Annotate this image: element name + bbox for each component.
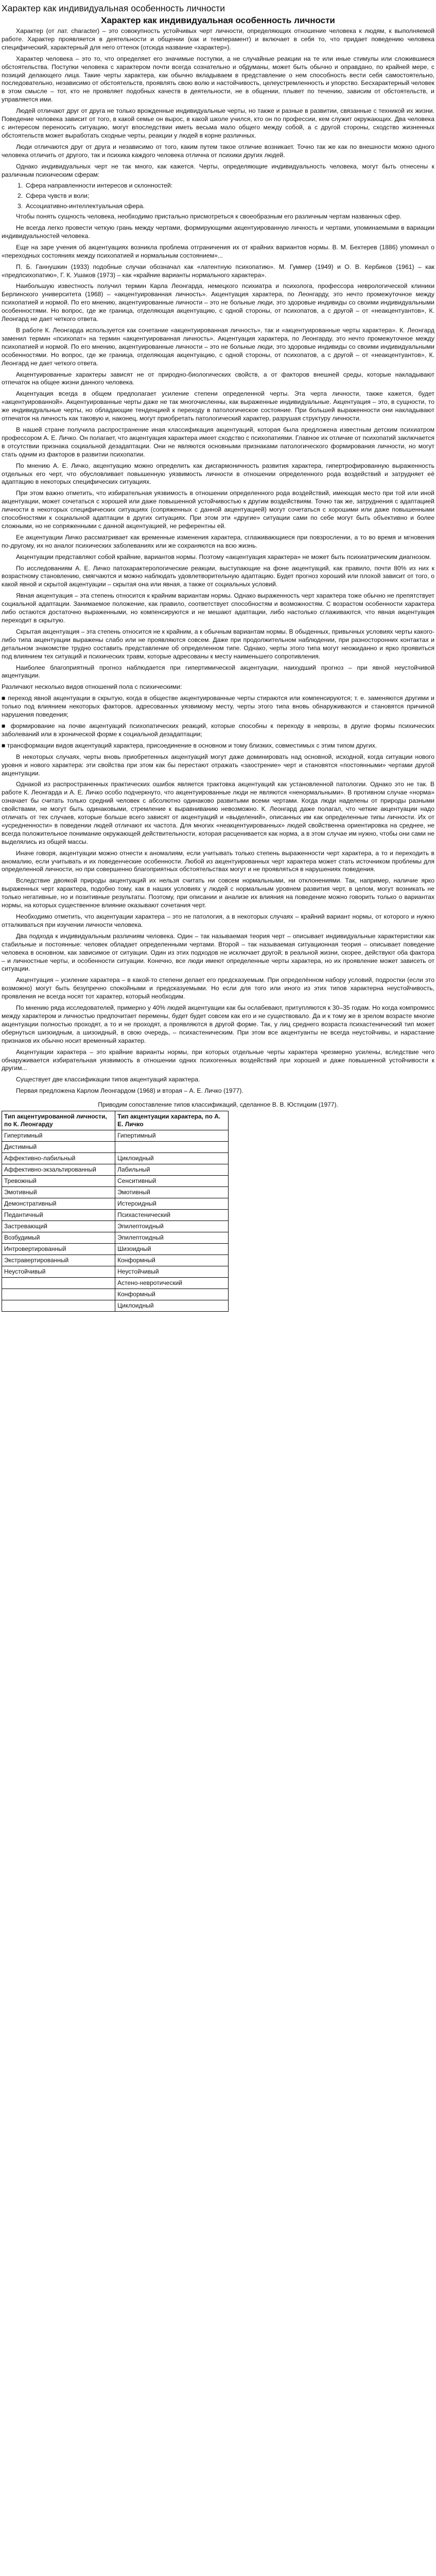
paragraph: По исследованиям А. Е. Личко патохарактерологические реакции, выступающие на фоне акцентуаций, как правило, почти 80% из них к возрастному становлению, смягчаются и можно наблюдать удовлетворительную адаптацию. Будет прогноз хороший или плохой зависит от того, о какой явной и скрытой акцентуации – скрытая она или явная, а также от социальных условий. (2, 564, 434, 588)
table-row (2, 1198, 229, 1210)
paragraph: Акцентуации представляют собой крайние, вариантов нормы. Поэтому «акцентуация характера» не может быть психиатрическим диагнозом. (16, 553, 431, 561)
table-header-cell: Тип акцентуированной личности, по К. Леонгарду (2, 1111, 115, 1130)
table-caption: Приводим сопоставление типов классификаций, сделанное В. В. Юстицким (1977). (98, 1101, 338, 1109)
leonhard-type-cell: Аффективно-экзальтированный (2, 1164, 115, 1176)
paragraph: ■ трансформации видов акцентуаций характера, присоединение в основном и тому близких, совместимых с этим типом других. (2, 741, 377, 749)
paragraph: Еще на заре учения об акцентуациях возникла проблема отграничения их от крайних вариантов нормы. В. М. Бехтерев (1886) упоминал о «переходных состояниях между психопатией и нормальным состоянием»... (2, 243, 434, 259)
lichko-type-cell: Циклоидный (115, 1300, 229, 1312)
table-header-row (2, 1111, 229, 1130)
lichko-type-cell: Истероидный (115, 1198, 229, 1210)
paragraph: Чтобы понять сущность человека, необходимо пристально присмотреться к своеобразным его различным чертам названных сфер. (16, 213, 402, 221)
list-item-number: 3. (18, 202, 23, 210)
leonhard-type-cell: Аффективно-лабильный (2, 1153, 115, 1164)
table-row (2, 1187, 229, 1198)
lichko-type-cell: Неустойчивый (115, 1266, 229, 1278)
leonhard-type-cell: Дистимный (2, 1142, 115, 1153)
paragraph: В работе К. Леонгарда используется как сочетание «акцентуированная личность», так и «акцентуированные черты характера». К. Леонгард заменил термин «психопат» на термин «акцентуированная личность». Акцентуация характера, по Леонгарду, это нечто промежуточное между психопатией и нормой. По его мнению, акцентуированные личности – это не больные люди, это здоровые индивиды со своими индивидуальными особенностями. Но вопрос, где же граница, отделяющая акцентуацию, с одной стороны, от психопатов, а с другой – от «неакцентуантов», К. Леонгард не дает четкого ответа. (2, 327, 434, 367)
paragraph: ■ переход явной акцентуации в скрытую, когда в обществе акцентуированные черты стираются или компенсируются; т. е. заменяются другими и только под влиянием некоторых факторов, адресованных уязвимому месту, черты этого типа вновь обнаруживаются и становятся причиной нарушения поведения; (2, 694, 434, 719)
paragraph: Необходимо отметить, что акцентуации характера – это не патология, а в некоторых случаях – крайний вариант нормы, от которого и нужно отталкиваться при изучении личности человека. (2, 913, 434, 928)
paragraph: Существует две классификации типов акцентуаций характера. (16, 1076, 200, 1083)
lichko-type-cell: Эмотивный (115, 1187, 229, 1198)
article-body (0, 27, 436, 1109)
paragraph: Однакой из распространенных практических ошибок является трактовка акцентуаций как установленной патологии. Однако это не так. В работе К. Леонгарда и А. Е. Личко особо подчеркнуто, что акцентуированные люди не являются «ненормальными». В противном случае «норма» означает бы считать только средний человек с абсолютно одинаково развитыми всеми чертами. Когда люди наделены от природы разными свойствами, не могут быть одинаковыми, стремление к выравниванию невозможно. К. Леонгард даже полагал, что четкие акцентуации надо отличать от тех случаев, которые больше всего зависят от акцентуаций и «выделений», описанных им как определенные типы личности. Их от «усредненности» в поведении людей отличают их частота. Для многих «неакцентуированных» людей свойственна ориентировка на среднее, не всегда положительное понимание окружающей действительности, которая расценивается как норма, а в этом случае им нужно, чтобы они сами не выделялись из общей массы. (2, 781, 434, 845)
lichko-type-cell: Психастенический (115, 1210, 229, 1221)
paragraph: Наиболее благоприятный прогноз наблюдается при гипертимической акцентуации, наихудший прогноз – при явной неустойчивой акцентуации. (2, 664, 434, 680)
leonhard-type-cell: Демонстративный (2, 1198, 115, 1210)
paragraph: Акцентуация всегда в общем предполагает усиление степени определенной черты. Эта черта личности, также кажется, будет «акцентуированной». Акцентуированные черты даже не так многочисленны, как выраженные индивидуальные. Акцентуация – это, в сущности, то же индивидуальные черты, но обладающие тенденцией к переходу в патологическое состояние. При большей выраженности они накладывают отпечаток на личность как таковую и, наконец, могут приобретать патологический характер, разрушая структуру личности. (2, 390, 434, 422)
classification-table (2, 1111, 229, 1312)
leonhard-type-cell: Тревожный (2, 1176, 115, 1187)
paragraph: П. Б. Ганнушкин (1933) подобные случаи обозначал как «латентную психопатию». М. Гуммер (1949) и О. В. Кербиков (1961) – как «предпсихопатию», Г. К. Ушаков (1973) – как «крайние варианты нормального характера». (2, 263, 434, 279)
paragraph: По мнению А. Е. Личко, акцентуацию можно определить как дисгармоничность развития характера, гипертрофированную выраженность отдельных его черт, что обусловливает повышенную уязвимость личности в отношении определенного рода воздействий и затрудняет её адаптацию в некоторых специфических ситуациях. (2, 462, 434, 486)
table-row (2, 1278, 229, 1289)
table-row (2, 1176, 229, 1187)
table-row (2, 1300, 229, 1312)
paragraph: Характер человека – это то, что определяет его значимые поступки, а не случайные реакции на те или иные стимулы или сложившиеся обстоятельства. Поступки человека с характером почти всегда сознательно и обдуманы, может быть обычно и оправдано, по крайней мере, с позиций делающего лица. Такие черты характера, как обычно вкладываем в представление о нем способность вести себя самостоятельно, последовательно, независимо от обстоятельств, проявлять свою волю и настойчивость, целеустремленность и упорство. Бесхарактерный человек в этом смысле – тот, кто не проявляет подобных качеств в деятельности, не в общении, плывет по течению, зависим от обстоятельств, и управляется ими. (2, 55, 434, 104)
paragraph: Акцентуация – усиление характера – в какой-то степени делает его предсказуемым. При определённом набору условий, подростки (если это возможно) могут быть безупречно спокойными и предсказуемыми. Но если для того или иного из этих типов характерна неустойчивость, проявления не всегда носят тот характер, который необходим. (2, 976, 434, 1001)
leonhard-type-cell (2, 1289, 115, 1300)
paragraph: При этом важно отметить, что избирательная уязвимость в отношении определенного рода воздействий, имеющая место при той или иной акцентуации, может сочетаться с хорошей или даже повышенной устойчивостью к другим воздействиям. Точно так же, затруднения с адаптацией личности в некоторых специфических ситуациях (сопряженных с данной акцентуацией) могут сочетаться с хорошими или даже повышенными способностями к социальной адаптации в других ситуациях. При этом эти «другие» ситуации сами по себе могут быть объективно и более сложными, но не сопряженными с данной акцентуацией, не референтны ей. (2, 489, 434, 530)
lichko-type-cell: Циклоидный (115, 1153, 229, 1164)
table-row (2, 1255, 229, 1266)
paragraph: Наибольшую известность получил термин Карла Леонгарда, немецкого психиатра и психолога, профессора неврологической клиники Берлинского университета (1968) – «акцентуированная личность». Акцентуация характера, по Леонгарду, это нечто промежуточное между психопатией и нормой. По его мнению, акцентуированные личности – это не больные люди, это здоровые индивиды со своими индивидуальными особенностями. Но вопрос, где же граница, отделяющая акцентуацию, с одной стороны, от психопатов, а с другой – от «неакцентуантов», К. Леонгард не дает четкого ответа. (2, 282, 434, 323)
paragraph: По мнению ряда исследователей, примерно у 40% людей акцентуации как бы ослабевают, притупляются к 30–35 годам. Но когда компромисс между характером и личностью предпочитает перемены, будет будет совсем как его и не существовало. Да и к тому же в зрелом возрасте многие акцентуации полностью проходят, а то и не проходят, а проявляются в другой форме. Так, у лиц среднего возраста психастенический тип может обернуться шизоидным, а шизоидный, в свою очередь, – психастеническим. При этом все акцентуанты не всегда неустойчивы, и нарастание признаков их обычно носит временный характер. (2, 1004, 434, 1044)
lichko-type-cell: Гипертимный (115, 1130, 229, 1142)
leonhard-type-cell: Гипертимный (2, 1130, 115, 1142)
leonhard-type-cell: Экстравертированный (2, 1255, 115, 1266)
lichko-type-cell: Сенситивный (115, 1176, 229, 1187)
paragraph: Первая предложена Карлом Леонгардом (1968) и вторая – А. Е. Личко (1977). (16, 1087, 243, 1095)
paragraph: Люди отличаются друг от друга и независимо от того, каким путем такое отличие возникает. Точно так же как по внешности можно одного человека отличить от другого, так и психика каждого человека отлична от психики других людей. (2, 143, 434, 159)
leonhard-type-cell: Эмотивный (2, 1187, 115, 1198)
lichko-type-cell: Лабильный (115, 1164, 229, 1176)
leonhard-type-cell: Интровертированный (2, 1244, 115, 1255)
paragraph: Людей отличают друг от друга не только врожденные индивидуальные черты, но также и разные в развитии, связанные с техникой их жизни. Поведение человека зависит от того, в какой семье он вырос, в какой школе учился, кто он по профессии, кем служит окружающих. Два человека с интересом переносить ситуацию, могут впоследствии иметь весьма мало общего между собой, а с другой стороны, сходство жизненных обстоятельств может выработать сходные черты, реакции у людей в корне различных. (2, 107, 434, 139)
table-row (2, 1164, 229, 1176)
list-item (18, 182, 434, 190)
table-row (2, 1232, 229, 1244)
page-title: Характер как индивидуальная особенность личности (2, 3, 225, 13)
list-item-text: Сфера чувств и воли; (26, 192, 90, 200)
paragraph: Явная акцентуация – эта степень относится к крайним вариантам нормы. Однако выраженность черт характера тоже обычно не препятствует социальной адаптации. Занимаемое положение, как правило, соответствует способностям и возможностям. С возрастом особенности характера либо остаются достаточно выраженными, но компенсируются и не мешают адаптации, либо настолько сглаживаются, что явная акцентуация переходит в скрытую. (2, 592, 434, 624)
paragraph: Различают несколько видов отношений пола с психическими: (2, 683, 182, 691)
list-item-text: Сфера направленности интересов и склонностей: (26, 182, 173, 190)
list-item (18, 202, 434, 211)
table-row (2, 1130, 229, 1142)
paragraph: Ее акцентуации Личко рассматривает как временные изменения характера, сглаживающиеся при повзрослении, а то во время и мгновения по-другому, их но аналог психических заболеваниях или же сохраняются на всю жизнь. (2, 533, 434, 549)
paragraph: В нашей стране получила распространение иная классификация акцентуаций, которая была предложена известным детским психиатром профессором А. Е. Личко. Он полагает, что акцентуация характера имеет сходство с психопатиями. Главное их отличие от психопатий заключается в отсутствии признака социальной дезадаптации. Они не являются основными признаками патологического формирования личности, но могут стать одним из факторов в развитии психопатии. (2, 426, 434, 458)
leonhard-type-cell: Педантичный (2, 1210, 115, 1221)
lichko-type-cell: Эпилептоидный (115, 1232, 229, 1244)
table-row (2, 1266, 229, 1278)
table-header-cell: Тип акцентуации характера, по А. Е. Личко (115, 1111, 229, 1130)
table-row (2, 1142, 229, 1153)
table-row (2, 1210, 229, 1221)
lichko-type-cell (115, 1142, 229, 1153)
paragraph: Акцентуированные характеры зависят не от природно-биологических свойств, а от факторов внешней среды, которые накладывают отпечаток на общее жизни данного человека. (2, 370, 434, 386)
paragraph: Скрытая акцентуация – эта степень относится не к крайним, а к обычным вариантам нормы. В обыденных, привычных условиях черты какого-либо типа акцентуации выражены слабо или не проявляются совсем. Даже при продолжительном наблюдении, при разносторонних контактах и детальном знакомстве трудно составить представление об определенном типе. Однако, черты этого типа могут неожиданно и ярко проявиться под влиянием тех ситуаций и психических травм, которые адресованы к месту наименьшего сопротивления. (2, 628, 434, 660)
leonhard-type-cell: Возбудимый (2, 1232, 115, 1244)
paragraph: ■ формирование на почве акцентуаций психопатических реакций, которые способны к переходу в неврозы, в другие формы психических заболеваний или в хронической форме к социальной дезадаптации; (2, 722, 434, 738)
leonhard-type-cell: Неустойчивый (2, 1266, 115, 1278)
leonhard-type-cell (2, 1278, 115, 1289)
paragraph: Не всегда легко провести четкую грань между чертами, формирующими акцентуированную личность и чертами, упоминаемыми в вариации индивидуальностей человека. (2, 224, 434, 240)
lichko-type-cell: Конформный (115, 1289, 229, 1300)
list-item-text: Ассоциативно-интеллектуальная сфера. (26, 202, 145, 210)
paragraph: Два подхода к индивидуальным различиям человека. Один – так называемая теория черт – описывает индивидуальные характеристики как стабильные и постоянные: человек обладает определенными чертами. Второй – так называемая ситуационная теория – описывает поведение человека в основном, как зависимое от ситуации. Один из этих подходов не исключает другой; в реальной жизни, скорее, действуют оба фактора – и личностные черты, и особенности ситуации. Конечно, все люди имеют определенные черты характера, но их проявление может зависеть от ситуации. (2, 932, 434, 973)
lichko-type-cell: Астено-невротический (115, 1278, 229, 1289)
paragraph: Вследствие двоякой природы акцентуаций их нельзя считать ни совсем нормальными, ни отклонениями. Так, например, наличие ярко выраженных черт характера, подобно тому, как в наших условиях у людей с нормальным уровнем развития черт, в целом, могут возникать не только негативные, но и позитивные результаты. Поэтому, при описании и анализе их влияния на поведение можно говорить только о вариантах нормы, на которых существенное влияние оказывают сочетания черт. (2, 877, 434, 909)
table-row (2, 1153, 229, 1164)
table-row (2, 1221, 229, 1232)
paragraph: Акцентуации характера – это крайние варианты нормы, при которых отдельные черты характера чрезмерно усилены, вследствие чего обнаруживается избирательная уязвимость в отношении одних психогенных воздействий при хорошей и даже повышенной устойчивости к другим... (2, 1048, 434, 1072)
leonhard-type-cell (2, 1300, 115, 1312)
table-row (2, 1289, 229, 1300)
paragraph: Характер (от лат. character) – это совокупность устойчивых черт личности, определяющих отношение человека к людям, к выполняемой работе. Характер проявляется в деятельности и общении (как и темперамент) и включает в себя то, что придает поведению человека специфический, характерный для него оттенок (отсюда название «характер»). (2, 27, 434, 51)
table-row (2, 1244, 229, 1255)
list-item (18, 192, 434, 200)
article-title: Характер как индивидуальная особенность личности (101, 15, 335, 25)
list-item-number: 1. (18, 182, 23, 190)
paragraph: Однако индивидуальных черт не так много, как кажется. Черты, определяющие индивидуальность человека, могут быть отнесены к различным психическим сферам: (2, 162, 434, 178)
paragraph: В некоторых случаях, черты вновь приобретенных акцентуаций могут даже доминировать над основной, исходной, когда ситуации нового уровня и нового характера: эти свойства при этом как бы перестают отражать «заострение» черт и становятся «постоянными» чертами другой акцентуации. (2, 753, 434, 777)
lichko-type-cell: Эпилептоидный (115, 1221, 229, 1232)
leonhard-type-cell: Застревающий (2, 1221, 115, 1232)
paragraph: Иначе говоря, акцентуации можно отнести к аномалиям, если учитывать только степень выраженности черт характера, а то и переходить в аномалию, если учитывать и их поведенческие особенности. Любой из акцентуированных черт характера может стать источником проблемы для определенной личности, но при совершенно благоприятных обстоятельствах могут и не проявляться в нарушениях поведения. (2, 849, 434, 873)
lichko-type-cell: Шизоидный (115, 1244, 229, 1255)
lichko-type-cell: Конформный (115, 1255, 229, 1266)
list-item-number: 2. (18, 192, 23, 200)
